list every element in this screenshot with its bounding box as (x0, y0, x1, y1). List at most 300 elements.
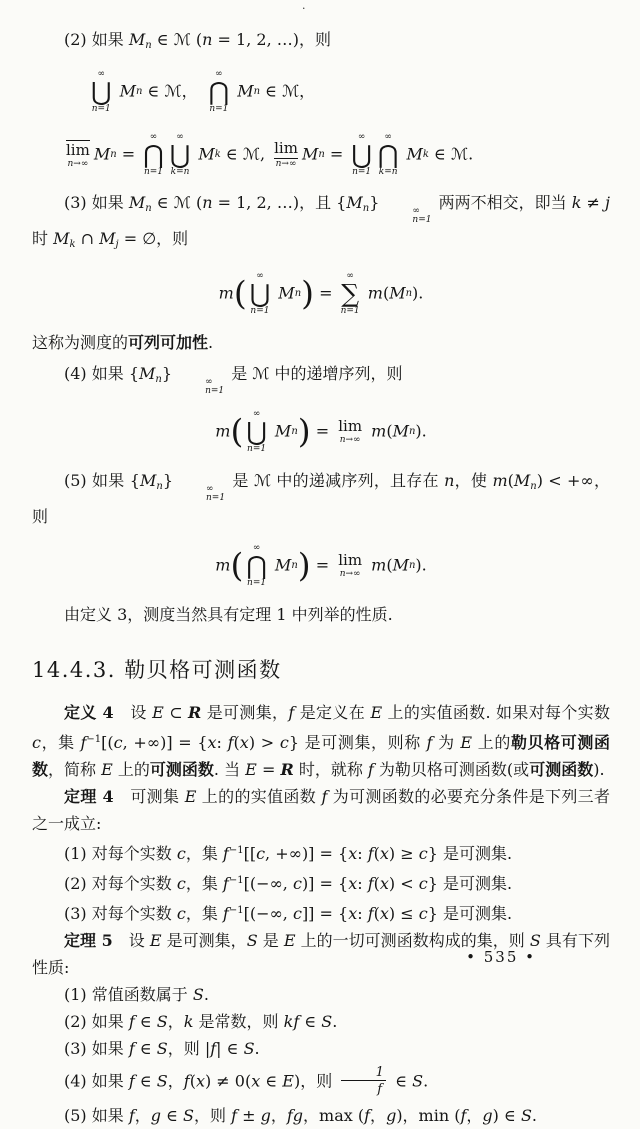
text-run: (2) 对每个实数 (64, 874, 177, 893)
text-run: E (184, 787, 197, 806)
text-run: 是常数，则 (193, 1012, 284, 1031)
text-run: m (371, 421, 387, 441)
text-run: E (245, 760, 257, 779)
operator-lower-limit: k=n (170, 167, 190, 177)
text-run: } 是可测集. (427, 844, 513, 863)
text-run: n (136, 86, 143, 97)
text-run: = (324, 144, 349, 164)
text-run: (1) 常值函数属于 (64, 985, 193, 1004)
text-run: −1 (228, 905, 244, 916)
text-run: x (348, 844, 358, 863)
text-run: (1) 对每个实数 (64, 844, 177, 863)
text-run: 可测集 (113, 787, 185, 806)
text-run: 可测函数 (149, 760, 214, 779)
text-run: 定理 5 (64, 931, 113, 950)
text-run: f (460, 1106, 467, 1125)
text-run: ∩ (75, 229, 100, 248)
text-run: 是定义在 (294, 703, 371, 722)
formula-line (32, 271, 610, 316)
text-run: g (260, 1106, 271, 1125)
operator-symbol: ⋃ (351, 140, 372, 169)
text-run: ， (134, 1106, 151, 1125)
text-run: M (198, 144, 215, 164)
text-run: [( (101, 733, 114, 752)
text-run: . (203, 985, 209, 1004)
paragraph (32, 1102, 610, 1129)
text-run: M (392, 555, 409, 575)
operator-lower-limit: n=1 (91, 104, 111, 114)
big-operator (209, 69, 230, 114)
text-run: x (379, 844, 389, 863)
text-run: ， (466, 1106, 483, 1125)
text-run: (3) 对每个实数 (64, 904, 177, 923)
operator-lower-limit: k=n (378, 167, 398, 177)
text-run: 设 (112, 931, 150, 950)
text-run: ( (373, 844, 380, 863)
operator-upper-limit: ∞ (215, 69, 223, 79)
text-run: (3) 如果 (64, 1039, 129, 1058)
text-run: f (426, 733, 433, 752)
text-run: f (128, 1039, 135, 1058)
text-run: (5) 如果 { (64, 471, 140, 490)
text-run: −1 (86, 734, 102, 745)
operator-symbol: ⋂ (377, 140, 399, 169)
text-run: , +∞)] = { (122, 733, 208, 752)
text-run: n (294, 288, 302, 299)
text-run: n (253, 86, 261, 97)
text-run: j (115, 239, 119, 250)
text-run: f (210, 1039, 217, 1058)
text-run: = (310, 421, 335, 441)
text-run: c (292, 874, 302, 893)
text-run: n (156, 481, 163, 492)
text-run: (4) 如果 (64, 1071, 129, 1091)
text-run: ) < (388, 874, 419, 893)
text-run: M (53, 229, 70, 248)
text-run: ，则 | (167, 1039, 211, 1058)
text-run: 是 ℳ 中的递增序列，则 (226, 364, 403, 383)
text-run: [(−∞, (243, 904, 293, 923)
text-run: . 当 (213, 760, 246, 779)
text-run: E (370, 703, 383, 722)
text-run: k (69, 239, 76, 250)
text-run: M (139, 471, 157, 490)
fraction (341, 1066, 386, 1098)
text-run: R (280, 760, 294, 779)
operator-upper-limit: ∞ (149, 132, 158, 142)
section-heading: 14.4.3. 勒贝格可测函数 (32, 658, 282, 682)
text-run: 时 (32, 229, 54, 248)
text-run: c (292, 904, 302, 923)
big-paren: ) (301, 273, 315, 313)
text-run: n (444, 471, 455, 490)
text-run: 为勒贝格可测函数(或 (373, 760, 530, 779)
text-run: n (291, 426, 298, 437)
operator-upper-limit: ∞ (252, 409, 261, 419)
text-run: 上的 (472, 733, 511, 752)
text-run: M (392, 421, 409, 441)
operator-upper-limit: ∞ (346, 271, 354, 281)
text-run: ，集 (185, 844, 223, 863)
text-run: 可测函数 (529, 760, 594, 779)
text-run: : (216, 733, 228, 752)
text-run: m (215, 555, 231, 575)
text-run: 是 (257, 931, 284, 950)
text-run: 定理 4 (64, 787, 114, 806)
text-run: n (291, 560, 298, 571)
text-run: ( (386, 421, 393, 441)
operator-symbol: ⋃ (249, 279, 271, 308)
limit-operator (274, 140, 298, 169)
text-run: ). (415, 555, 427, 575)
text-run: c (418, 874, 428, 893)
text-run: ，集 (185, 874, 223, 893)
text-run: ∈ ℳ. (428, 144, 474, 164)
text-run: . (332, 1012, 338, 1031)
text-run: ( (189, 1071, 196, 1091)
text-run: ∈ ℳ， (260, 81, 316, 101)
text-run: M (99, 229, 116, 248)
text-run: E (460, 733, 473, 752)
text-run: M (139, 364, 156, 383)
text-run: n (362, 203, 370, 214)
text-run: ). (593, 760, 605, 779)
text-run: ， (370, 1106, 387, 1125)
text-run: } 是可测集，则称 (288, 733, 427, 752)
text-run: n (408, 426, 416, 437)
text-run: g (482, 1106, 493, 1125)
paragraph (32, 26, 610, 59)
formula-line (32, 543, 610, 588)
text-run: = 1, 2, …)，则 (212, 30, 331, 49)
lim-word: lim (274, 139, 298, 157)
text-run: 具有下列性质: (32, 931, 610, 977)
text-run: M (346, 193, 363, 212)
operator-lower-limit: n=1 (247, 444, 267, 454)
stack-sub: n=1 (412, 215, 432, 225)
text-run: f (222, 874, 229, 893)
paragraph (32, 897, 610, 927)
text-run: )，min ( (396, 1106, 461, 1125)
text-run: ( (233, 733, 240, 752)
text-run: 两两不相交，即当 (433, 193, 572, 212)
text-run: c (279, 733, 289, 752)
text-run: } (162, 471, 173, 490)
paragraph (32, 699, 610, 783)
text-run: 是可测集， (201, 703, 289, 722)
text-run: . (531, 1106, 537, 1125)
text-run: ( (507, 471, 514, 490)
text-run: ∈ (161, 1106, 184, 1125)
text-run: ). (415, 421, 427, 441)
text-run: ( (382, 283, 390, 303)
text-run: ∈ (134, 1012, 157, 1031)
paragraph (32, 867, 610, 897)
lim-word: lim (338, 551, 363, 569)
text-run: ， (270, 1106, 287, 1125)
text-run: 可列可加性 (128, 333, 209, 352)
big-operator (170, 132, 191, 177)
text-run: E (282, 1071, 294, 1091)
operator-lower-limit: n=1 (340, 306, 360, 316)
text-run: m (367, 283, 383, 303)
text-run: k (422, 149, 429, 160)
text-run: ，简称 (48, 760, 102, 779)
text-run: f (367, 904, 374, 923)
text-run: ∈ ℳ ( (151, 193, 203, 212)
text-run: ) ≥ (388, 844, 419, 863)
text-run: } 是可测集. (427, 874, 513, 893)
operator-symbol: ∑ (341, 279, 360, 308)
operator-upper-limit: ∞ (357, 132, 366, 142)
text-run: } 是可测集. (427, 904, 513, 923)
stack-sub: n=1 (205, 386, 225, 396)
text-run: M (93, 144, 111, 164)
text-run: f (288, 703, 295, 722)
operator-symbol: ⋂ (208, 77, 230, 106)
text-run: : (357, 904, 368, 923)
limit-subscript: n→∞ (67, 159, 89, 169)
text-run: fg (286, 1106, 304, 1125)
text-run: f (183, 1071, 190, 1091)
text-run: S (243, 1039, 255, 1058)
text-run: 上的 (112, 760, 150, 779)
text-run: m (371, 555, 387, 575)
limit-subscript: n→∞ (339, 435, 361, 445)
paragraph (32, 837, 610, 867)
text-run: n (145, 203, 152, 214)
text-run: S (156, 1071, 168, 1091)
operator-lower-limit: n=1 (209, 104, 229, 114)
operator-lower-limit: n=1 (352, 167, 372, 177)
text-run: f (364, 1106, 371, 1125)
big-operator (351, 132, 372, 177)
text-run: n (202, 193, 213, 212)
operator-lower-limit: n=1 (247, 578, 267, 588)
text-run: f (231, 1106, 238, 1125)
operator-symbol: ⋃ (169, 140, 191, 169)
big-operator (143, 132, 164, 177)
limit-operator (338, 418, 362, 445)
text-run: (2) 如果 (64, 1012, 129, 1031)
text-run: . (423, 1071, 429, 1091)
text-run: x (348, 904, 358, 923)
text-run: f (222, 904, 229, 923)
big-paren: ) (297, 411, 311, 451)
text-run: ≠ (581, 193, 606, 212)
text-run: (3) 如果 (64, 193, 129, 212)
text-run: } (369, 193, 380, 212)
text-run: [(−∞, (243, 874, 293, 893)
text-run: m (492, 471, 508, 490)
text-run: (2) 如果 (64, 30, 129, 49)
text-run: ⊂ (163, 703, 189, 722)
text-run: n (110, 149, 117, 160)
text-run: . (208, 333, 214, 352)
text-run: E (149, 931, 162, 950)
text-run: ∈ ℳ ( (151, 30, 203, 49)
paragraph (32, 1066, 610, 1098)
text-run: ) ∈ (492, 1106, 521, 1125)
text-run: f (128, 1012, 135, 1031)
text-run: x (348, 874, 358, 893)
text-run: M (274, 421, 292, 441)
text-run: M (119, 81, 136, 101)
scan-artifact-dot: · (302, 2, 306, 15)
page-number: • 535 • (466, 948, 536, 966)
text-run: S (156, 1012, 168, 1031)
text-run: [[ (243, 844, 257, 863)
text-run: (5) 如果 (64, 1106, 129, 1125)
text-run: S (156, 1039, 168, 1058)
paragraph (32, 467, 610, 530)
paragraph (32, 189, 610, 258)
text-run: c (256, 844, 266, 863)
operator-symbol: ⋂ (246, 551, 267, 580)
operator-upper-limit: ∞ (97, 69, 105, 79)
text-run: : (357, 874, 368, 893)
text-run: M (274, 555, 292, 575)
text-run: = (256, 760, 281, 779)
text-run: M (278, 283, 295, 303)
text-run: (4) 如果 { (64, 364, 140, 383)
text-run: ∈ ℳ， (142, 81, 206, 101)
text-run: S (192, 985, 204, 1004)
text-run: 是可测集， (161, 931, 247, 950)
text-run: : (357, 844, 368, 863)
text-run: c (176, 844, 186, 863)
operator-upper-limit: ∞ (252, 543, 261, 553)
text-run: ∈ (134, 1071, 157, 1091)
text-run: 是 ℳ 中的递减序列，且存在 (227, 471, 445, 490)
text-run: ， (167, 1071, 184, 1091)
text-run: = (314, 283, 338, 303)
text-run: ) > (248, 733, 280, 752)
text-run: = (310, 555, 335, 575)
text-run: ∈ ℳ, (220, 144, 271, 164)
text-run: x (379, 904, 389, 923)
text-run: c (418, 904, 428, 923)
text-run: f (321, 787, 328, 806)
text-run: g (386, 1106, 397, 1125)
big-paren: ( (233, 273, 247, 313)
text-run: S (246, 931, 258, 950)
paragraph (32, 360, 610, 396)
text-run: f (80, 733, 87, 752)
text-run: M (406, 144, 423, 164)
limit-subscript: n→∞ (275, 159, 297, 169)
text-run: ，max ( (303, 1106, 365, 1125)
text-run: S (183, 1106, 195, 1125)
text-run: n (530, 481, 537, 492)
text-run: 为 (432, 733, 461, 752)
stack-sup: ∞ (206, 484, 214, 494)
lim-word: lim (338, 417, 363, 435)
text-run: 这称为测度的 (32, 333, 129, 352)
text-run: 上的实值函数. 如果对每个实数 (382, 703, 610, 722)
operator-upper-limit: ∞ (384, 132, 392, 142)
text-run: f (128, 1106, 135, 1125)
text-run: ∈ (390, 1071, 413, 1091)
paragraph (32, 601, 610, 628)
text-run: E (152, 703, 164, 722)
text-run: c (418, 844, 428, 863)
fraction-numerator: 1 (375, 1065, 384, 1080)
operator-lower-limit: n=1 (143, 167, 164, 177)
text-run: M (128, 193, 146, 212)
text-run: ) ≤ (388, 904, 419, 923)
text-run: = ∅，则 (118, 229, 189, 248)
text-run: ]] = { (301, 904, 349, 923)
text-run: , +∞)] = { (265, 844, 349, 863)
text-run: M (513, 471, 531, 490)
text-run: = 1, 2, …)，且 { (212, 193, 347, 212)
text-run: n (145, 40, 152, 51)
stack-sup: ∞ (205, 377, 213, 387)
text-run: 时，就称 (293, 760, 368, 779)
text-run: ∈ (134, 1039, 157, 1058)
text-run: −1 (228, 875, 244, 886)
text-run: c (32, 733, 41, 752)
text-run: n (405, 288, 413, 299)
text-run: } (161, 364, 173, 383)
formula-line (32, 409, 610, 454)
text-run: ，集 (185, 904, 223, 923)
text-run: f (227, 733, 234, 752)
text-run: ( (373, 904, 380, 923)
text-run: 上的一切可测函数构成的集，则 (295, 931, 530, 950)
text-run: )，则 (293, 1071, 338, 1091)
fraction-denominator: f (341, 1080, 386, 1098)
text-run: m (218, 283, 234, 303)
text-run: 勒贝格可测函数 (32, 733, 610, 779)
text-run: ∈ (260, 1071, 283, 1091)
text-run: x (207, 733, 217, 752)
text-run: n (202, 30, 213, 49)
text-run: ， (167, 1012, 184, 1031)
limit-subscript: n→∞ (339, 569, 361, 579)
big-operator (91, 69, 112, 114)
formula-line (32, 69, 610, 114)
operator-symbol: ⋃ (246, 417, 267, 446)
text-run: . (254, 1039, 260, 1058)
text-run: 上的的实值函数 (196, 787, 322, 806)
text-run: M (301, 144, 319, 164)
big-operator (250, 271, 271, 316)
text-run: n (318, 149, 325, 160)
big-operator (378, 132, 399, 177)
text-run: k (571, 193, 582, 212)
text-run: kf (283, 1012, 300, 1031)
sub-sup-stack (173, 378, 224, 396)
text-run: 设 (113, 703, 153, 722)
text-run: S (321, 1012, 333, 1031)
paragraph (32, 1035, 610, 1062)
text-run: ) ≠ 0( (204, 1071, 252, 1091)
text-run: R (188, 703, 202, 722)
big-paren: ( (230, 545, 244, 585)
text-run: 由定义 3，测度当然具有定理 1 中列举的性质. (64, 605, 393, 624)
text-run: ( (386, 555, 393, 575)
text-run: f (128, 1071, 135, 1091)
text-run: E (101, 760, 113, 779)
operator-symbol: ⋃ (91, 77, 112, 106)
text-run: ). (412, 283, 424, 303)
text-run: f (367, 844, 374, 863)
operator-upper-limit: ∞ (176, 132, 184, 142)
text-run: )] = { (301, 874, 349, 893)
text-run: = (116, 144, 141, 164)
